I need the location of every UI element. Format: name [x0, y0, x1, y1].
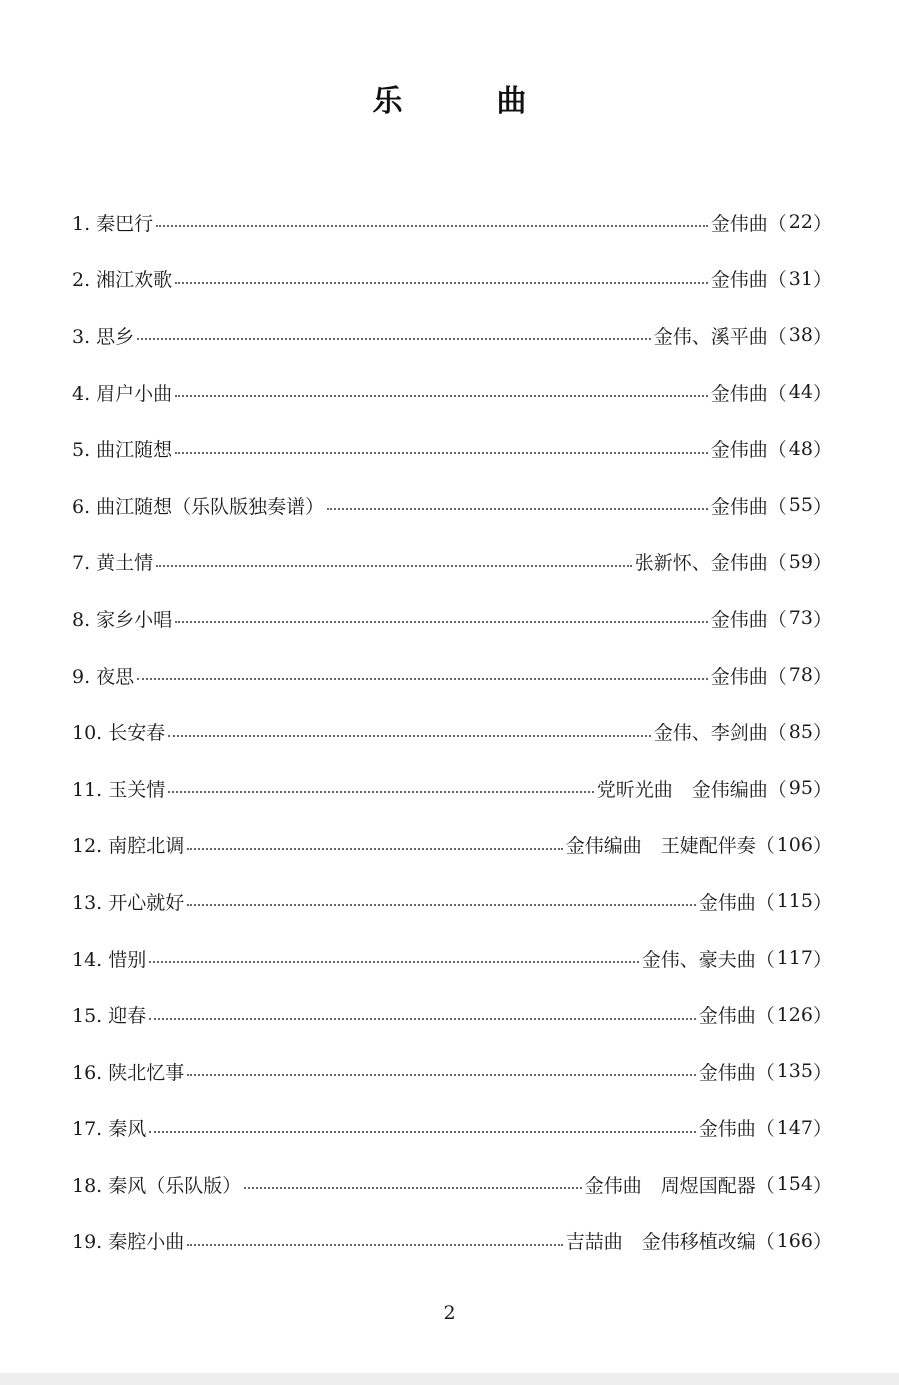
entry-title: 11. 玉关情	[72, 778, 166, 801]
entry-credit: 金伟编曲 王婕配伴奏	[565, 835, 756, 858]
toc-entry	[72, 1156, 832, 1213]
entry-page: 59	[788, 550, 813, 573]
close-paren: ）	[812, 778, 832, 801]
entry-credit: 金伟曲	[710, 382, 768, 405]
entry-page: 55	[788, 494, 813, 517]
entry-page: 73	[788, 607, 813, 630]
toc-entry	[72, 817, 832, 874]
dot-leader	[175, 395, 708, 397]
entry-page: 135	[776, 1060, 813, 1083]
toc-entry	[72, 590, 832, 647]
entry-title: 6. 曲江随想（乐队版独奏谱）	[72, 495, 325, 518]
dot-leader	[149, 961, 638, 963]
entry-title: 15. 迎春	[72, 1005, 147, 1028]
toc-entry	[72, 1213, 832, 1270]
toc-entry	[72, 1100, 832, 1157]
open-paren: （	[767, 778, 787, 801]
page-number: 2	[443, 1302, 456, 1324]
close-paren: ）	[812, 495, 832, 518]
entry-credit: 张新怀、金伟曲	[634, 552, 768, 575]
dot-leader	[327, 508, 708, 510]
dot-leader	[244, 1187, 581, 1189]
entry-page: 31	[788, 267, 813, 290]
entry-page: 44	[788, 381, 813, 404]
close-paren: ）	[812, 212, 832, 235]
open-paren: （	[755, 1231, 775, 1254]
open-paren: （	[767, 382, 787, 405]
entry-credit: 金伟曲	[698, 891, 756, 914]
entry-page: 117	[776, 947, 813, 970]
close-paren: ）	[812, 1231, 832, 1254]
close-paren: ）	[812, 948, 832, 971]
open-paren: （	[755, 1118, 775, 1141]
entry-credit: 吉喆曲 金伟移植改编	[565, 1231, 756, 1254]
toc-entry	[72, 647, 832, 704]
entry-page: 78	[788, 664, 813, 687]
open-paren: （	[767, 325, 787, 348]
close-paren: ）	[812, 552, 832, 575]
entry-title: 2. 湘江欢歌	[72, 269, 173, 292]
dot-leader	[187, 1074, 695, 1076]
entry-page: 147	[776, 1116, 813, 1139]
entry-title: 9. 夜思	[72, 665, 135, 688]
close-paren: ）	[812, 1118, 832, 1141]
dot-leader	[137, 678, 708, 680]
toc-entry	[72, 1043, 832, 1100]
entry-page: 22	[788, 211, 813, 234]
toc-entry	[72, 703, 832, 760]
entry-credit: 金伟曲	[710, 495, 768, 518]
dot-leader	[149, 1018, 695, 1020]
open-paren: （	[767, 495, 787, 518]
open-paren: （	[755, 891, 775, 914]
open-paren: （	[767, 608, 787, 631]
close-paren: ）	[812, 1061, 832, 1084]
entry-title: 17. 秦风	[72, 1118, 147, 1141]
entry-title: 13. 开心就好	[72, 891, 185, 914]
dot-leader	[175, 452, 708, 454]
close-paren: ）	[812, 1005, 832, 1028]
entry-page: 48	[788, 437, 813, 460]
dot-leader	[175, 621, 708, 623]
close-paren: ）	[812, 269, 832, 292]
dot-leader	[187, 904, 695, 906]
entry-page: 154	[776, 1173, 813, 1196]
entry-credit: 金伟曲	[710, 212, 768, 235]
entry-title: 1. 秦巴行	[72, 212, 154, 235]
entry-credit: 金伟曲 周煜国配器	[584, 1174, 756, 1197]
entry-credit: 金伟曲	[710, 608, 768, 631]
entry-credit: 金伟曲	[698, 1061, 756, 1084]
close-paren: ）	[812, 382, 832, 405]
dot-leader	[187, 848, 562, 850]
toc-entry	[72, 194, 832, 251]
dot-leader	[156, 565, 632, 567]
entry-title: 10. 长安春	[72, 722, 166, 745]
toc-entry	[72, 873, 832, 930]
toc-entry	[72, 477, 832, 534]
entry-credit: 金伟曲	[710, 665, 768, 688]
entry-title: 7. 黄土情	[72, 552, 154, 575]
close-paren: ）	[812, 608, 832, 631]
dot-leader	[168, 735, 651, 737]
open-paren: （	[767, 722, 787, 745]
close-paren: ）	[812, 665, 832, 688]
close-paren: ）	[812, 891, 832, 914]
toc-entry	[72, 420, 832, 477]
entry-page: 115	[776, 890, 813, 913]
toc-entry	[72, 251, 832, 308]
dot-leader	[168, 791, 594, 793]
table-of-contents	[72, 194, 832, 1269]
dot-leader	[137, 338, 651, 340]
page-bottom-edge	[0, 1373, 899, 1385]
dot-leader	[149, 1131, 695, 1133]
entry-title: 12. 南腔北调	[72, 835, 185, 858]
close-paren: ）	[812, 439, 832, 462]
dot-leader	[175, 282, 708, 284]
dot-leader	[187, 1244, 562, 1246]
entry-title: 3. 思乡	[72, 325, 135, 348]
entry-title: 5. 曲江随想	[72, 439, 173, 462]
entry-title: 16. 陕北忆事	[72, 1061, 185, 1084]
open-paren: （	[767, 552, 787, 575]
close-paren: ）	[812, 1174, 832, 1197]
entry-title: 14. 惜别	[72, 948, 147, 971]
close-paren: ）	[812, 722, 832, 745]
close-paren: ）	[812, 835, 832, 858]
entry-title: 18. 秦风（乐队版）	[72, 1174, 242, 1197]
entry-page: 95	[788, 777, 813, 800]
entry-title: 8. 家乡小唱	[72, 608, 173, 631]
toc-entry	[72, 307, 832, 364]
entry-credit: 金伟曲	[698, 1118, 756, 1141]
dot-leader	[156, 225, 708, 227]
entry-page: 38	[788, 324, 813, 347]
open-paren: （	[755, 1005, 775, 1028]
open-paren: （	[767, 665, 787, 688]
toc-entry	[72, 930, 832, 987]
close-paren: ）	[812, 325, 832, 348]
entry-credit: 金伟曲	[698, 1005, 756, 1028]
entry-page: 85	[788, 720, 813, 743]
open-paren: （	[755, 1174, 775, 1197]
open-paren: （	[767, 212, 787, 235]
toc-entry	[72, 760, 832, 817]
entry-page: 166	[776, 1229, 813, 1252]
toc-entry	[72, 534, 832, 591]
entry-credit: 金伟、豪夫曲	[641, 948, 756, 971]
entry-credit: 金伟曲	[710, 269, 768, 292]
open-paren: （	[755, 948, 775, 971]
open-paren: （	[755, 835, 775, 858]
entry-credit: 金伟、李剑曲	[653, 722, 768, 745]
toc-entry	[72, 986, 832, 1043]
entry-credit: 党昕光曲 金伟编曲	[596, 778, 768, 801]
open-paren: （	[767, 439, 787, 462]
open-paren: （	[767, 269, 787, 292]
toc-entry	[72, 364, 832, 421]
entry-title: 4. 眉户小曲	[72, 382, 173, 405]
entry-credit: 金伟、溪平曲	[653, 325, 768, 348]
entry-credit: 金伟曲	[710, 439, 768, 462]
open-paren: （	[755, 1061, 775, 1084]
entry-title: 19. 秦腔小曲	[72, 1231, 185, 1254]
entry-page: 106	[776, 833, 813, 856]
entry-page: 126	[776, 1003, 813, 1026]
page-title: 乐 曲	[372, 84, 559, 119]
